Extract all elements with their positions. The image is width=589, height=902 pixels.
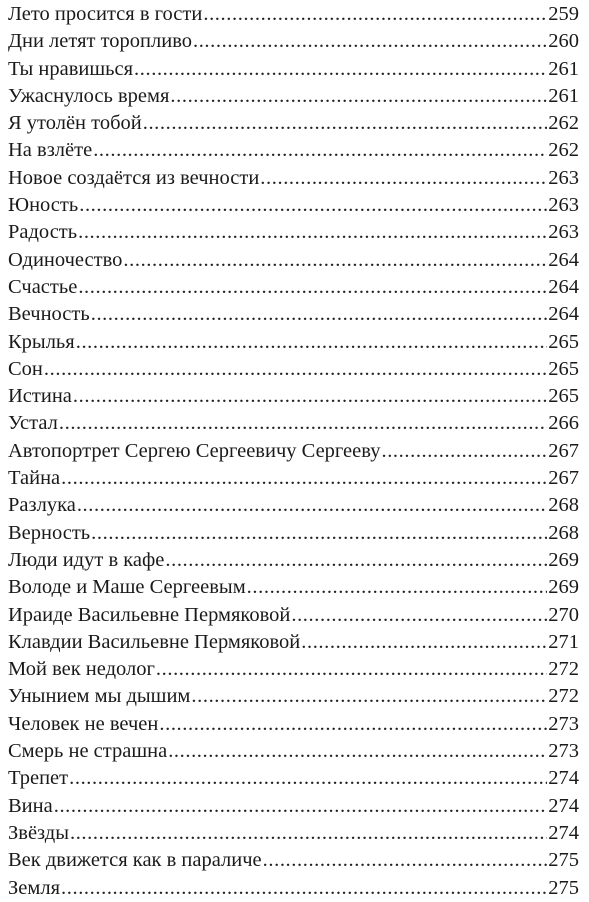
toc-entry-page-number: 274	[548, 821, 579, 844]
toc-entry-page-number: 269	[548, 548, 579, 571]
toc-entry-page-number: 261	[548, 84, 579, 107]
toc-entry	[8, 56, 579, 83]
toc-entry	[8, 110, 579, 137]
dot-leader	[159, 711, 547, 738]
toc-entry-page-number: 267	[548, 439, 579, 462]
toc-entry-page-number: 272	[548, 658, 579, 681]
toc-entry-title: Ты нравишься	[8, 57, 134, 80]
dot-leader	[156, 656, 547, 683]
toc-entry-title: Земля	[8, 876, 61, 899]
toc-entry-page-number: 265	[548, 330, 579, 353]
toc-entry-page-number: 264	[548, 275, 579, 298]
toc-entry-page-number: 263	[548, 221, 579, 244]
dot-leader	[78, 219, 547, 246]
toc-entry-page-number: 273	[548, 740, 579, 763]
toc-entry-page-number: 265	[548, 357, 579, 380]
dot-leader	[134, 56, 547, 83]
toc-entry-page-number: 273	[548, 712, 579, 735]
toc-entry-title: Автопортрет Сергею Сергеевичу Сергееву	[8, 439, 381, 462]
dot-leader	[165, 547, 547, 574]
toc-entry-title: Мой век недолог	[8, 658, 155, 681]
toc-entry	[8, 301, 579, 328]
toc-entry-page-number: 263	[548, 194, 579, 217]
toc-entry	[8, 247, 579, 274]
toc-entry	[8, 465, 579, 492]
toc-entry	[8, 410, 579, 437]
toc-entry-page-number: 268	[548, 521, 579, 544]
toc-entry-title: Смерь не страшна	[8, 740, 168, 763]
dot-leader	[69, 765, 547, 792]
toc-entry	[8, 629, 579, 656]
toc-entry-title: Истина	[8, 385, 72, 408]
dot-leader	[70, 820, 547, 847]
toc-entry	[8, 83, 579, 110]
dot-leader	[77, 492, 547, 519]
toc-entry-page-number: 266	[548, 412, 579, 435]
toc-entry	[8, 438, 579, 465]
toc-entry-title: Ужаснулось время	[8, 84, 170, 107]
toc-entry-page-number: 274	[548, 767, 579, 790]
toc-entry	[8, 683, 579, 710]
toc-entry-title: Вина	[8, 794, 53, 817]
toc-entry	[8, 820, 579, 847]
dot-leader	[91, 520, 547, 547]
dot-leader	[93, 137, 547, 164]
toc-entry-title: Одиночество	[8, 248, 123, 271]
dot-leader	[73, 383, 547, 410]
toc-entry	[8, 711, 579, 738]
toc-entry-page-number: 264	[548, 248, 579, 271]
toc-entry-page-number: 264	[548, 303, 579, 326]
toc-entry	[8, 28, 579, 55]
dot-leader	[123, 247, 547, 274]
toc-entry	[8, 192, 579, 219]
toc-entry	[8, 137, 579, 164]
toc-entry-page-number: 261	[548, 57, 579, 80]
toc-entry-title: Счастье	[8, 275, 78, 298]
toc-entry-title: Юность	[8, 194, 79, 217]
toc-entry	[8, 656, 579, 683]
toc-entry-page-number: 272	[548, 685, 579, 708]
dot-leader	[61, 875, 547, 902]
dot-leader	[203, 1, 547, 28]
dot-leader	[170, 83, 547, 110]
toc-entry	[8, 602, 579, 629]
toc-entry	[8, 274, 579, 301]
toc-entry-title: Люди идут в кафе	[8, 548, 165, 571]
toc-entry	[8, 356, 579, 383]
toc-entry-title: Лето просится в гости	[8, 3, 203, 25]
toc-entry-page-number: 267	[548, 467, 579, 490]
toc-entry	[8, 847, 579, 874]
toc-entry-page-number: 269	[548, 576, 579, 599]
toc-entry-title: Устал	[8, 412, 58, 435]
toc-entry-title: Вечность	[8, 303, 90, 326]
toc-entry-title: Трепет	[8, 767, 69, 790]
toc-entry-page-number: 265	[548, 385, 579, 408]
toc-entry-page-number: 268	[548, 494, 579, 517]
dot-leader	[260, 165, 547, 192]
toc-entry-page-number: 274	[548, 794, 579, 817]
toc-entry	[8, 165, 579, 192]
toc-entry-page-number: 263	[548, 166, 579, 189]
dot-leader	[44, 356, 547, 383]
toc-entry-title: Дни летят торопливо	[8, 30, 192, 53]
toc-entry	[8, 738, 579, 765]
toc-entry-page-number: 271	[548, 630, 579, 653]
dot-leader	[168, 738, 547, 765]
dot-leader	[76, 329, 548, 356]
toc-entry-title: Звёзды	[8, 821, 69, 844]
toc-entry	[8, 520, 579, 547]
toc-entry	[8, 765, 579, 792]
toc-entry	[8, 219, 579, 246]
dot-leader	[78, 274, 547, 301]
toc-entry-title: Крылья	[8, 330, 75, 353]
dot-leader	[61, 465, 547, 492]
dot-leader	[143, 110, 548, 137]
toc-entry	[8, 329, 579, 356]
table-of-contents	[8, 0, 579, 902]
toc-entry-title: Тайна	[8, 467, 61, 490]
toc-entry-page-number: 270	[548, 603, 579, 626]
dot-leader	[191, 683, 547, 710]
toc-entry-title: Век движется как в параличе	[8, 849, 262, 872]
toc-entry-page-number: 275	[548, 849, 579, 872]
toc-entry-title: Ираиде Васильевне Пермяковой	[8, 603, 291, 626]
toc-entry-title: Сон	[8, 357, 43, 380]
toc-entry-page-number: 275	[548, 876, 579, 899]
toc-entry-page-number: 262	[548, 139, 579, 162]
toc-entry	[8, 492, 579, 519]
toc-entry	[8, 547, 579, 574]
toc-entry	[8, 1, 579, 28]
toc-entry-title: Клавдии Васильевне Пермяковой	[8, 630, 301, 653]
dot-leader	[263, 847, 548, 874]
toc-entry-title: Володе и Маше Сергеевым	[8, 576, 246, 599]
toc-entry	[8, 793, 579, 820]
toc-entry	[8, 875, 579, 902]
dot-leader	[193, 28, 547, 55]
dot-leader	[247, 574, 548, 601]
dot-leader	[54, 793, 548, 820]
toc-entry-title: Унынием мы дышим	[8, 685, 191, 708]
toc-entry-title: На взлёте	[8, 139, 93, 162]
toc-entry	[8, 574, 579, 601]
toc-entry-title: Верность	[8, 521, 91, 544]
toc-entry-title: Человек не вечен	[8, 712, 159, 735]
toc-entry	[8, 383, 579, 410]
toc-entry-title: Радость	[8, 221, 78, 244]
dot-leader	[291, 602, 547, 629]
toc-entry-page-number: 262	[548, 112, 579, 135]
toc-entry-page-number: 260	[548, 30, 579, 53]
toc-entry-title: Новое создаётся из вечности	[8, 166, 260, 189]
toc-entry-page-number: 259	[548, 3, 579, 25]
toc-entry-title: Я утолён тобой	[8, 112, 142, 135]
dot-leader	[301, 629, 547, 656]
dot-leader	[91, 301, 548, 328]
dot-leader	[59, 410, 547, 437]
dot-leader	[79, 192, 547, 219]
toc-entry-title: Разлука	[8, 494, 76, 517]
dot-leader	[381, 438, 547, 465]
